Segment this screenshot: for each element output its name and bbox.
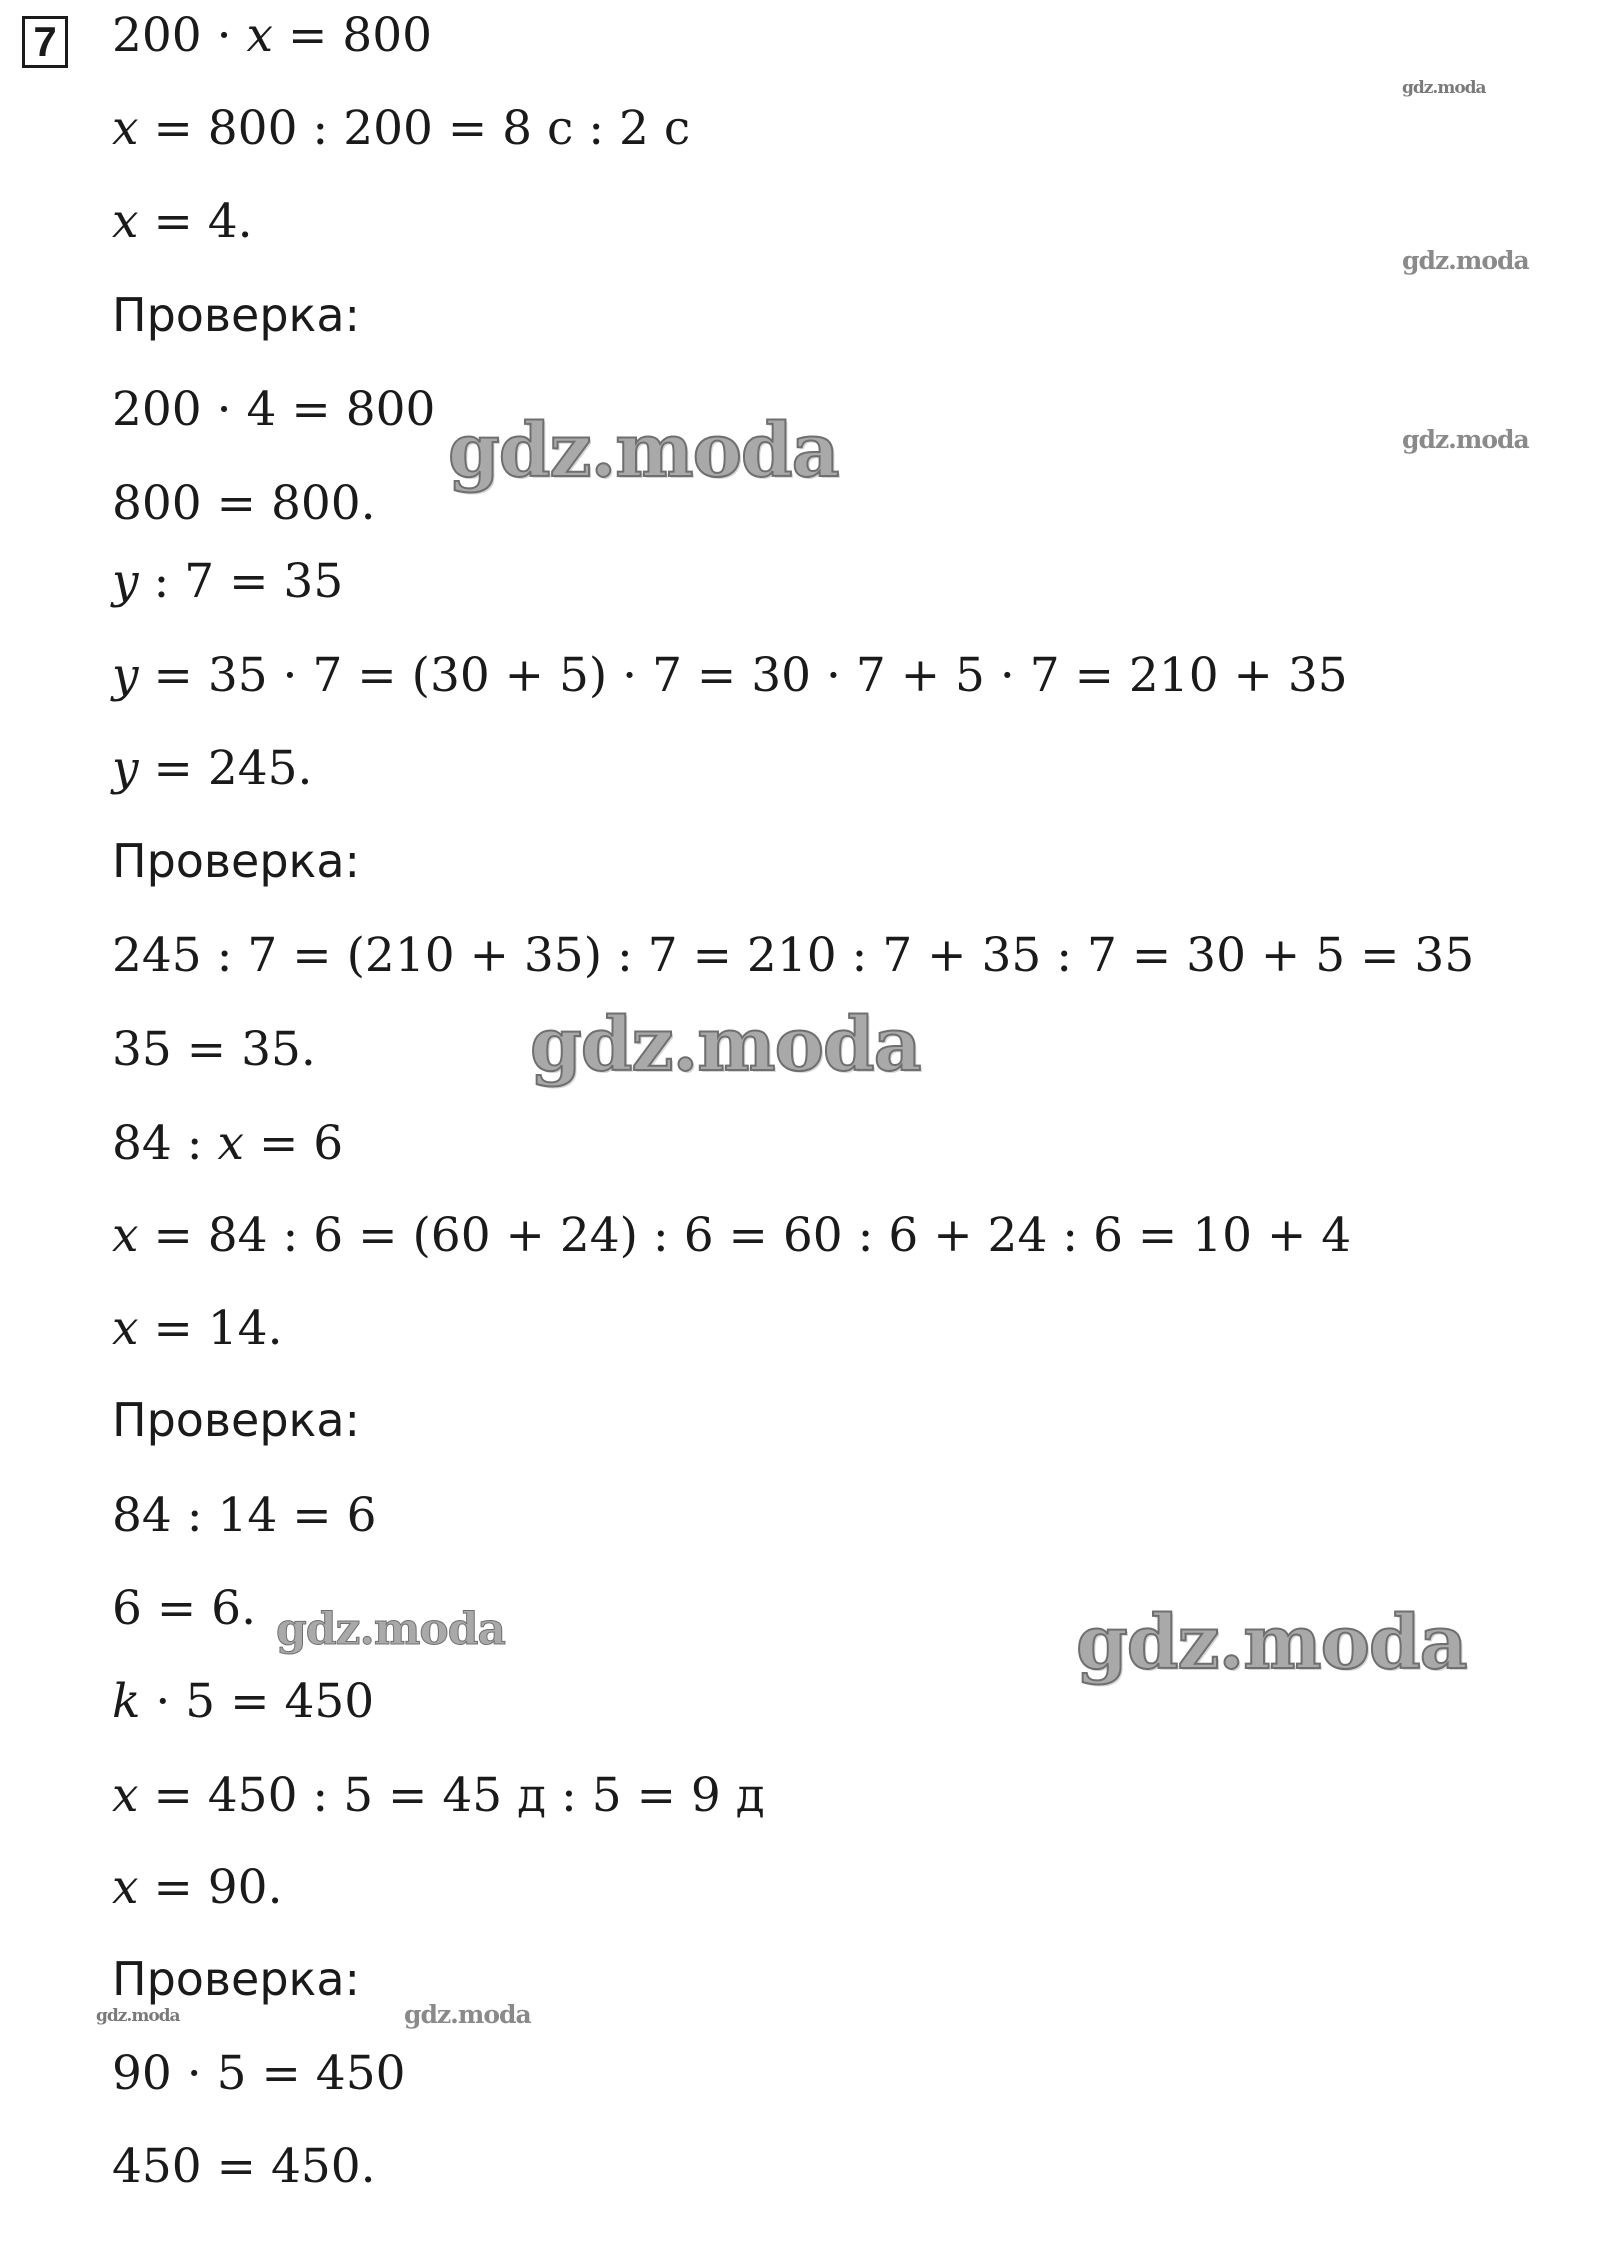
watermark: gdz.moda	[276, 1604, 506, 1655]
solution-line-2: 𝑥 = 800 : 200 = 8 с : 2 с	[112, 101, 691, 156]
solution-line-20: 𝑥 = 450 : 5 = 45 д : 5 = 9 д	[112, 1768, 765, 1823]
watermark: gdz.moda	[1402, 246, 1529, 275]
watermark: gdz.moda	[1402, 78, 1486, 98]
solution-line-19: 𝑘 · 5 = 450	[112, 1674, 375, 1729]
solution-line-13: 84 : 𝑥 = 6	[112, 1116, 344, 1171]
check-heading-1: Проверка:	[112, 288, 361, 342]
solution-line-23: 90 · 5 = 450	[112, 2046, 406, 2101]
check-heading-4: Проверка:	[112, 1952, 361, 2006]
solution-line-9: 𝑦 = 245.	[112, 741, 313, 796]
watermark: gdz.moda	[96, 2006, 180, 2026]
watermark: gdz.moda	[1076, 1600, 1467, 1686]
solution-lines	[112, 0, 1602, 2252]
solution-line-8: 𝑦 = 35 · 7 = (30 + 5) · 7 = 30 · 7 + 5 · 7 = 210 + 35	[112, 648, 1348, 703]
watermark: gdz.moda	[404, 2000, 531, 2029]
solution-line-12: 35 = 35.	[112, 1022, 316, 1077]
solution-line-17: 84 : 14 = 6	[112, 1488, 377, 1543]
task-number: 7	[33, 18, 57, 65]
task-number-box	[22, 16, 68, 68]
solution-line-11: 245 : 7 = (210 + 35) : 7 = 210 : 7 + 35 : 7 = 30 + 5 = 35	[112, 928, 1475, 983]
watermark: gdz.moda	[448, 408, 839, 494]
solution-line-18: 6 = 6.	[112, 1581, 257, 1636]
solution-line-3: 𝑥 = 4.	[112, 194, 253, 249]
solution-line-7: 𝑦 : 7 = 35	[112, 554, 344, 609]
check-heading-2: Проверка:	[112, 834, 361, 888]
solution-line-14: 𝑥 = 84 : 6 = (60 + 24) : 6 = 60 : 6 + 24 : 6 = 10 + 4	[112, 1208, 1352, 1263]
watermark: gdz.moda	[1402, 425, 1529, 454]
watermark: gdz.moda	[530, 1002, 921, 1088]
solution-line-15: 𝑥 = 14.	[112, 1301, 283, 1356]
solution-line-6: 800 = 800.	[112, 476, 376, 531]
solution-line-21: 𝑥 = 90.	[112, 1860, 283, 1915]
solution-line-5: 200 · 4 = 800	[112, 382, 436, 437]
check-heading-3: Проверка:	[112, 1393, 361, 1447]
solution-line-24: 450 = 450.	[112, 2139, 376, 2194]
solution-line-1: 200 · 𝑥 = 800	[112, 8, 433, 63]
